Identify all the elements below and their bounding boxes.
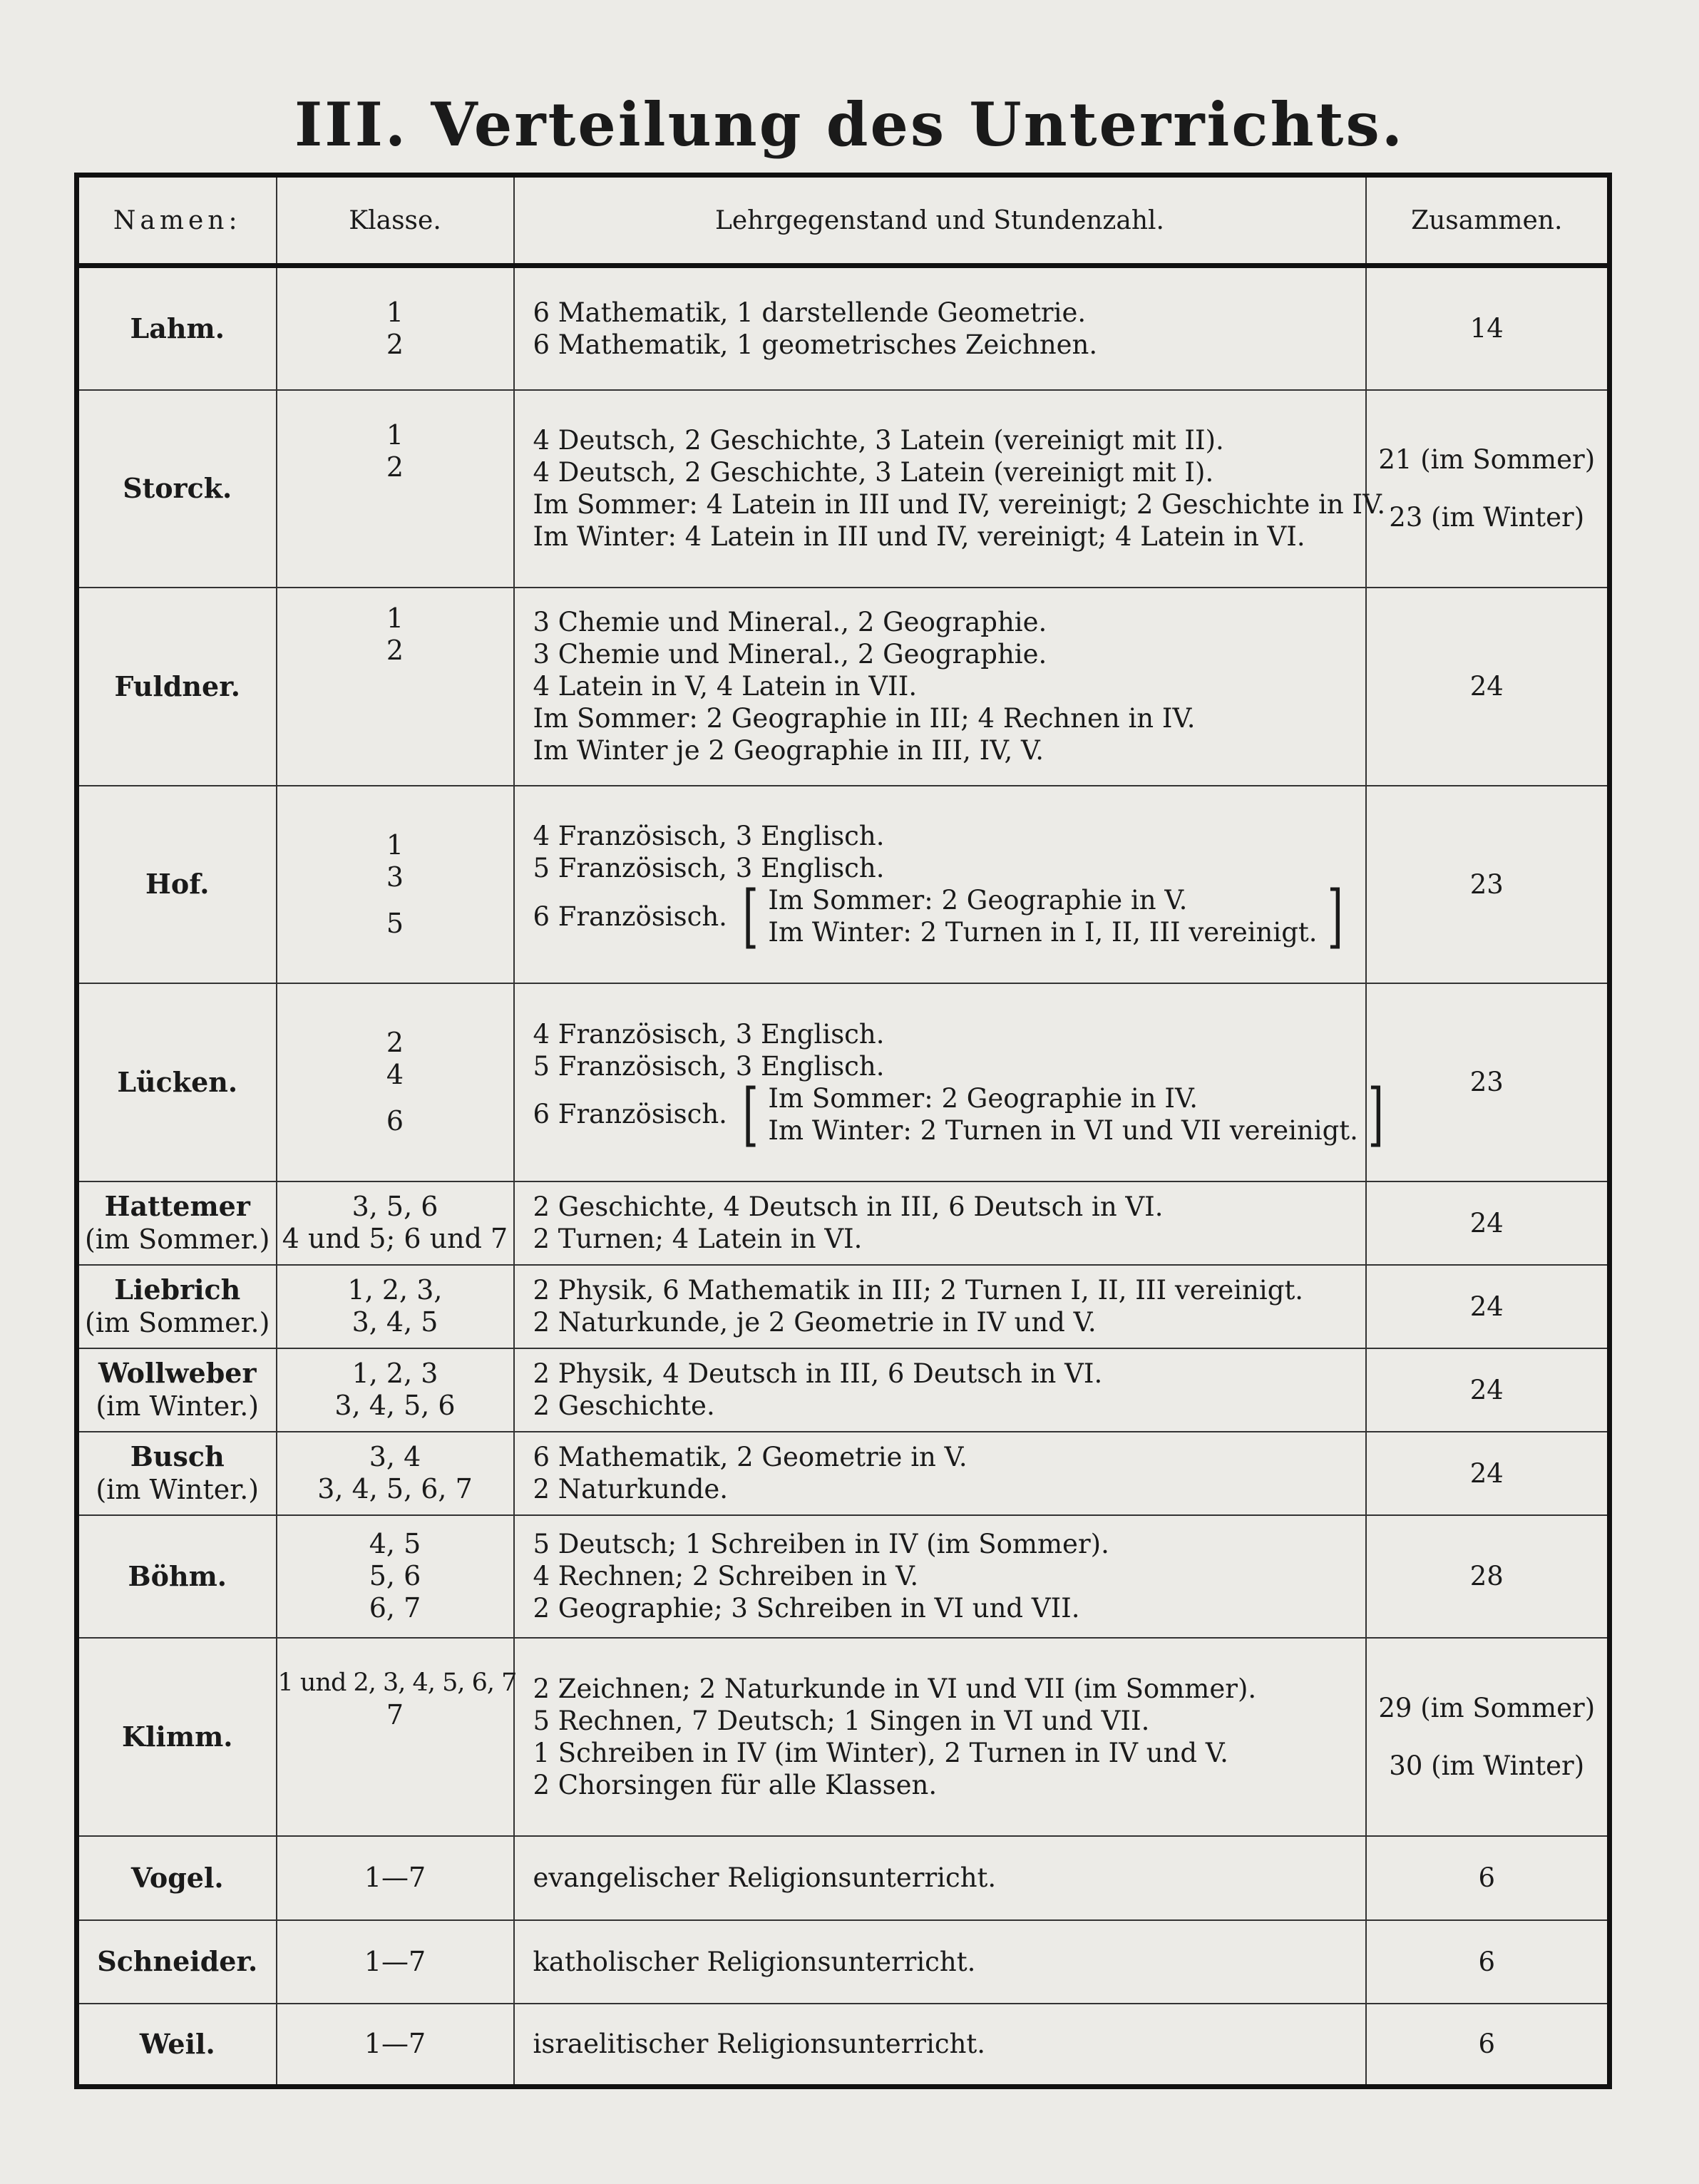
klasse-line: 3, 4, 5, 6, 7 xyxy=(317,1473,473,1504)
hours-total xyxy=(1366,1348,1610,1432)
teacher-period: (im Sommer.) xyxy=(85,1307,270,1338)
table-row xyxy=(77,588,1610,786)
table-row xyxy=(77,1181,1610,1265)
subject-line: 5 Rechnen, 7 Deutsch; 1 Singen in VI und VII. xyxy=(533,1705,1150,1736)
subject-line: 6 Mathematik, 1 darstellende Geometrie. xyxy=(533,297,1087,328)
hours-total xyxy=(1366,983,1610,1181)
teacher-name: Böhm. xyxy=(77,1515,277,1638)
hours-value: 14 xyxy=(1469,313,1504,344)
bracket-content xyxy=(764,884,1321,948)
hours-total xyxy=(1366,1638,1610,1836)
left-bracket: [ xyxy=(742,1074,759,1154)
subject-line: 1 Schreiben in IV (im Winter), 2 Turnen in IV und V. xyxy=(533,1737,1228,1768)
subject-line: 2 Chorsingen für alle Klassen. xyxy=(533,1769,938,1800)
table-row xyxy=(77,2004,1610,2087)
hours-total xyxy=(1366,1515,1610,1638)
subject-line: 2 Geschichte, 4 Deutsch in III, 6 Deutsch in VI. xyxy=(533,1191,1164,1222)
teacher-period: (im Winter.) xyxy=(96,1474,260,1505)
hours-total xyxy=(1366,2004,1610,2087)
klasse-cell xyxy=(277,588,514,786)
klasse-line: 2 xyxy=(386,451,404,483)
subject-line: 6 Mathematik, 2 Geometrie in V. xyxy=(533,1442,967,1472)
teacher-name-text: Busch xyxy=(130,1440,225,1472)
klasse-cell xyxy=(277,266,514,390)
klasse-line: 1 und 2, 3, 4, 5, 6, 7 xyxy=(277,1668,517,1697)
hours-value: 30 (im Winter) xyxy=(1389,1750,1585,1781)
klasse-cell xyxy=(277,1265,514,1348)
klasse-line: 3, 4, 5 xyxy=(351,1306,438,1338)
hours-value: 24 xyxy=(1469,1291,1504,1322)
subject-line: 2 Physik, 4 Deutsch in III, 6 Deutsch in VI. xyxy=(533,1358,1103,1389)
hours-total xyxy=(1366,1432,1610,1515)
klasse-line: 5 xyxy=(386,907,404,939)
hours-total xyxy=(1366,1920,1610,2004)
teacher-name: Vogel. xyxy=(77,1836,277,1920)
teacher-name: Lücken. xyxy=(77,983,277,1181)
klasse-line: 4 und 5; 6 und 7 xyxy=(282,1223,508,1254)
bracket-group xyxy=(533,1074,1384,1154)
table-row xyxy=(77,266,1610,390)
subject-line: 4 Französisch, 3 Englisch. xyxy=(533,1018,885,1050)
subject-cell xyxy=(514,2004,1366,2087)
hours-value: 29 (im Sommer) xyxy=(1378,1692,1596,1723)
subject-line: Im Sommer: 2 Geographie in V. xyxy=(768,885,1188,916)
subject-line: 5 Französisch, 3 Englisch. xyxy=(533,1050,885,1082)
subject-cell xyxy=(514,1515,1366,1638)
subject-cell xyxy=(514,786,1366,983)
subject-line: 5 Deutsch; 1 Schreiben in IV (im Sommer). xyxy=(533,1529,1109,1559)
klasse-cell xyxy=(277,1920,514,2004)
bracket-label: 6 Französisch. xyxy=(533,901,727,932)
page-title: III. Verteilung des Unterrichts. xyxy=(294,89,1405,160)
teacher-name-text: Wollweber xyxy=(98,1357,257,1389)
hours-value: 24 xyxy=(1469,671,1504,702)
table-row xyxy=(77,390,1610,588)
teacher-name: Storck. xyxy=(77,390,277,588)
subject-line: Im Sommer: 2 Geographie in III; 4 Rechnen in IV. xyxy=(533,703,1196,734)
subject-line: 4 Deutsch, 2 Geschichte, 3 Latein (vereinigt mit II). xyxy=(533,425,1224,456)
klasse-cell xyxy=(277,1515,514,1638)
subject-line: 4 Rechnen; 2 Schreiben in V. xyxy=(533,1561,919,1591)
right-bracket: ] xyxy=(1327,876,1343,956)
table-row xyxy=(77,1432,1610,1515)
klasse-cell xyxy=(277,1348,514,1432)
subject-line: israelitischer Religionsunterricht. xyxy=(533,2029,986,2060)
hours-total xyxy=(1366,390,1610,588)
bracket-content xyxy=(764,1082,1362,1147)
hours-value: 23 (im Winter) xyxy=(1389,502,1585,533)
klasse-line: 2 xyxy=(386,328,404,360)
subject-line: 2 Geschichte. xyxy=(533,1390,715,1421)
bracket-label: 6 Französisch. xyxy=(533,1099,727,1129)
table-row xyxy=(77,1515,1610,1638)
bracket-group xyxy=(533,876,1365,956)
klasse-cell xyxy=(277,983,514,1181)
subject-cell xyxy=(514,1181,1366,1265)
klasse-cell xyxy=(277,1638,517,1836)
subject-cell xyxy=(514,1432,1366,1515)
hours-value: 28 xyxy=(1469,1561,1504,1591)
table-row xyxy=(77,1836,1610,1920)
teacher-name: Hof. xyxy=(77,786,277,983)
hours-value: 24 xyxy=(1469,1207,1504,1239)
subject-cell xyxy=(514,1920,1366,2004)
subject-line: 3 Chemie und Mineral., 2 Geographie. xyxy=(533,607,1047,637)
klasse-cell xyxy=(277,2004,514,2087)
klasse-line: 1 xyxy=(386,602,404,634)
table-row xyxy=(77,786,1610,983)
teacher-name xyxy=(77,1348,277,1432)
klasse-line: 5, 6 xyxy=(369,1560,421,1591)
klasse-line: 1 xyxy=(386,296,404,328)
hours-value: 6 xyxy=(1478,1946,1496,1977)
klasse-cell xyxy=(277,1432,514,1515)
klasse-line: 4 xyxy=(386,1059,404,1090)
klasse-line: 6 xyxy=(386,1105,404,1137)
table-row xyxy=(77,1348,1610,1432)
header-sum: Zusammen. xyxy=(1366,175,1610,266)
klasse-line: 1, 2, 3 xyxy=(351,1358,438,1389)
subject-cell xyxy=(514,1836,1366,1920)
klasse-line: 3 xyxy=(386,861,404,893)
klasse-line: 7 xyxy=(386,1698,404,1731)
hours-value: 6 xyxy=(1478,1862,1496,1893)
header-row xyxy=(77,175,1610,266)
teacher-name-text: Liebrich xyxy=(114,1273,241,1306)
subject-cell xyxy=(514,1348,1366,1432)
klasse-cell xyxy=(277,1836,514,1920)
klasse-cell xyxy=(277,390,514,588)
teacher-name: Fuldner. xyxy=(77,588,277,786)
teacher-period: (im Sommer.) xyxy=(85,1224,270,1255)
teacher-name xyxy=(77,1265,277,1348)
left-bracket: [ xyxy=(742,876,759,956)
subject-line: 2 Naturkunde, je 2 Geometrie in IV und V. xyxy=(533,1307,1097,1338)
header-klasse: Klasse. xyxy=(277,175,514,266)
hours-total xyxy=(1366,1836,1610,1920)
table-row xyxy=(77,1265,1610,1348)
table-row xyxy=(77,983,1610,1181)
teacher-name xyxy=(77,1432,277,1515)
subject-line: 2 Geographie; 3 Schreiben in VI und VII. xyxy=(533,1593,1080,1624)
klasse-line: 1—7 xyxy=(364,2028,426,2060)
subject-cell xyxy=(514,266,1366,390)
teacher-name: Klimm. xyxy=(77,1638,277,1836)
klasse-line: 1—7 xyxy=(364,1862,426,1893)
hours-value: 23 xyxy=(1469,868,1504,900)
hours-total xyxy=(1366,266,1610,390)
subject-line: Im Winter: 2 Turnen in I, II, III vereinigt. xyxy=(768,917,1318,948)
subject-line: 6 Mathematik, 1 geometrisches Zeichnen. xyxy=(533,329,1098,360)
hours-value: 23 xyxy=(1469,1067,1504,1097)
subject-cell xyxy=(514,1265,1366,1348)
subject-line: 2 Naturkunde. xyxy=(533,1474,729,1504)
klasse-line: 3, 4, 5, 6 xyxy=(334,1390,456,1421)
hours-value: 24 xyxy=(1469,1457,1504,1489)
klasse-line: 3, 4 xyxy=(369,1441,421,1472)
header-name: Namen: xyxy=(77,175,277,266)
klasse-line: 3, 5, 6 xyxy=(351,1191,438,1222)
klasse-line: 2 xyxy=(386,1027,404,1058)
subject-line: 4 Französisch, 3 Englisch. xyxy=(533,821,885,851)
hours-value: 24 xyxy=(1469,1374,1504,1405)
teacher-name-text: Hattemer xyxy=(104,1190,250,1222)
klasse-cell xyxy=(277,1181,514,1265)
hours-total xyxy=(1366,1265,1610,1348)
subject-line: 3 Chemie und Mineral., 2 Geographie. xyxy=(533,639,1047,670)
subject-cell xyxy=(514,588,1366,786)
subject-line: Im Winter je 2 Geographie in III, IV, V. xyxy=(533,735,1044,766)
subject-line: Im Winter: 4 Latein in III und IV, vereinigt; 4 Latein in VI. xyxy=(533,521,1305,552)
subject-cell xyxy=(514,1638,1366,1836)
subject-line: 4 Latein in V, 4 Latein in VII. xyxy=(533,671,918,702)
hours-total xyxy=(1366,786,1610,983)
klasse-line: 1 xyxy=(386,419,404,451)
klasse-cell xyxy=(277,786,514,983)
subject-line: 5 Französisch, 3 Englisch. xyxy=(533,853,885,883)
hours-value: 6 xyxy=(1478,2029,1496,2060)
subject-line: Im Sommer: 4 Latein in III und IV, vereinigt; 2 Geschichte in IV. xyxy=(533,489,1386,520)
klasse-line: 6, 7 xyxy=(369,1592,421,1624)
hours-value: 21 (im Sommer) xyxy=(1378,444,1596,475)
table-row xyxy=(77,1920,1610,2004)
header-fach: Lehrgegenstand und Stundenzahl. xyxy=(514,175,1366,266)
subject-line: Im Sommer: 2 Geographie in IV. xyxy=(768,1082,1198,1114)
subject-line: katholischer Religionsunterricht. xyxy=(533,1946,976,1977)
teacher-name xyxy=(77,1181,277,1265)
teacher-name: Schneider. xyxy=(77,1920,277,2004)
distribution-table xyxy=(74,173,1612,2089)
subject-cell xyxy=(514,983,1384,1181)
subject-line: 4 Deutsch, 2 Geschichte, 3 Latein (vereinigt mit I). xyxy=(533,457,1214,488)
klasse-line: 1 xyxy=(386,829,404,861)
teacher-name: Weil. xyxy=(77,2004,277,2087)
hours-total xyxy=(1366,1181,1610,1265)
hours-total xyxy=(1366,588,1610,786)
right-bracket: ] xyxy=(1367,1074,1384,1154)
subject-line: 2 Turnen; 4 Latein in VI. xyxy=(533,1224,863,1254)
klasse-line: 2 xyxy=(386,634,404,666)
subject-line: evangelischer Religionsunterricht. xyxy=(533,1862,997,1893)
subject-cell xyxy=(514,390,1386,588)
klasse-line: 4, 5 xyxy=(369,1528,421,1559)
table-row xyxy=(77,1638,1610,1836)
teacher-period: (im Winter.) xyxy=(96,1390,260,1422)
subject-line: Im Winter: 2 Turnen in VI und VII vereinigt. xyxy=(768,1114,1358,1146)
klasse-line: 1, 2, 3, xyxy=(347,1274,443,1306)
klasse-line: 1—7 xyxy=(364,1945,426,1977)
teacher-name: Lahm. xyxy=(77,266,277,390)
subject-line: 2 Physik, 6 Mathematik in III; 2 Turnen I, II, III vereinigt. xyxy=(533,1275,1304,1306)
subject-line: 2 Zeichnen; 2 Naturkunde in VI und VII (im Sommer). xyxy=(533,1673,1257,1704)
